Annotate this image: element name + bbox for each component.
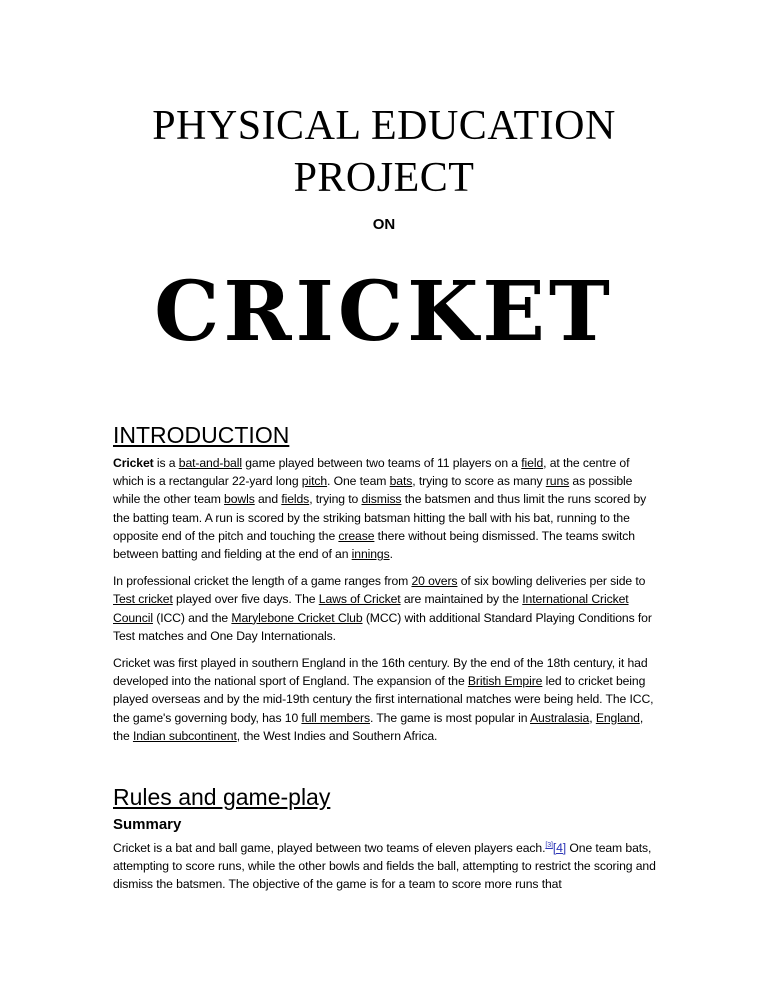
text: as possible while the other team: [113, 474, 633, 507]
text: of six bowling deliveries per side to: [457, 574, 646, 589]
text: ,: [589, 710, 596, 725]
term-cricket: Cricket: [113, 456, 154, 470]
text: One team bats, attempting to score runs, while the other bowls and fields the ball, attempting to restrict the scoring and dismiss the batsmen. The objective of the game is for a team to score more runs that: [113, 841, 656, 892]
footnote-3[interactable]: [3]: [545, 841, 553, 849]
text: (MCC) with additional Standard Playing Conditions for Test matches and One Day Internationals.: [113, 610, 652, 643]
link-crease[interactable]: crease: [338, 528, 375, 543]
link-test-cricket[interactable]: Test cricket: [113, 592, 173, 607]
link-bat-and-ball[interactable]: bat-and-ball: [178, 456, 242, 470]
text: game played between two teams of 11 players on a: [241, 456, 522, 470]
summary-heading: Summary: [113, 816, 182, 833]
link-runs[interactable]: runs: [545, 474, 570, 489]
text: the batsmen and thus limit the runs scored by the batting team. A run is scored by the striking batsman hitting the ball with his bat, running to the opposite end of the pitch and touching the: [113, 492, 647, 543]
text: is a: [153, 456, 179, 470]
link-australasia[interactable]: Australasia: [530, 710, 590, 725]
link-bats[interactable]: bats: [389, 474, 413, 489]
link-icc[interactable]: International Cricket Council: [113, 592, 629, 625]
text: , the: [113, 710, 644, 743]
link-full-members[interactable]: full members: [301, 710, 370, 725]
introduction-heading: INTRODUCTION: [113, 422, 290, 448]
cover-on-label: ON: [372, 216, 396, 233]
text: . One team: [327, 474, 390, 489]
text: , at the centre of which is a rectangular 22-yard long: [113, 456, 630, 489]
text: led to cricket being played overseas and by the mid-19th century the first international matches were being held. The ICC, the game's governing body, has 10: [113, 674, 654, 725]
link-indian-subcontinent[interactable]: Indian subcontinent: [132, 728, 237, 743]
intro-paragraph-3: [113, 654, 658, 745]
introduction-section: [113, 420, 658, 754]
title-line-1: PHYSICAL EDUCATION: [152, 103, 616, 149]
link-bowls[interactable]: bowls: [224, 492, 255, 507]
link-20-overs[interactable]: 20 overs: [411, 574, 458, 589]
text: played over five days. The: [172, 592, 319, 607]
link-fields[interactable]: fields: [281, 492, 310, 507]
rules-paragraph-1: [113, 839, 658, 894]
title-line-2: PROJECT: [293, 155, 475, 201]
link-dismiss[interactable]: dismiss: [361, 492, 402, 507]
link-innings[interactable]: innings: [351, 547, 390, 562]
text: are maintained by the: [400, 592, 523, 607]
text: (ICC) and the: [152, 610, 232, 625]
text: there without being dismissed. The teams switch between batting and fielding at the end of an: [113, 528, 635, 562]
text: In professional cricket the length of a game ranges from: [113, 574, 412, 589]
link-british-empire[interactable]: British Empire: [467, 674, 543, 689]
text: , the West Indies and Southern Africa.: [236, 728, 438, 743]
link-pitch[interactable]: pitch: [301, 474, 328, 489]
link-mcc[interactable]: Marylebone Cricket Club: [231, 610, 363, 625]
intro-paragraph-2: [113, 572, 658, 645]
cover-subject: CRICKET: [154, 264, 614, 360]
text: , trying to: [309, 492, 362, 507]
footnote-4[interactable]: [4]: [552, 841, 567, 855]
link-england[interactable]: England: [595, 710, 640, 725]
link-field[interactable]: field: [521, 456, 544, 470]
rules-section: [113, 782, 658, 903]
intro-paragraph-1: [113, 454, 658, 563]
text: Cricket was first played in southern England in the 16th century. By the end of the 18th century, it had developed into the national sport of England. The expansion of the: [113, 656, 648, 689]
cover-title: [0, 100, 768, 204]
text: , trying to score as many: [412, 474, 546, 489]
link-laws-of-cricket[interactable]: Laws of Cricket: [318, 592, 401, 607]
text: Cricket is a bat and ball game, played between two teams of eleven players each.: [113, 841, 546, 855]
text: .: [389, 547, 393, 562]
rules-heading: Rules and game-play: [113, 784, 331, 810]
text: and: [254, 492, 282, 507]
text: . The game is most popular in: [369, 710, 531, 725]
